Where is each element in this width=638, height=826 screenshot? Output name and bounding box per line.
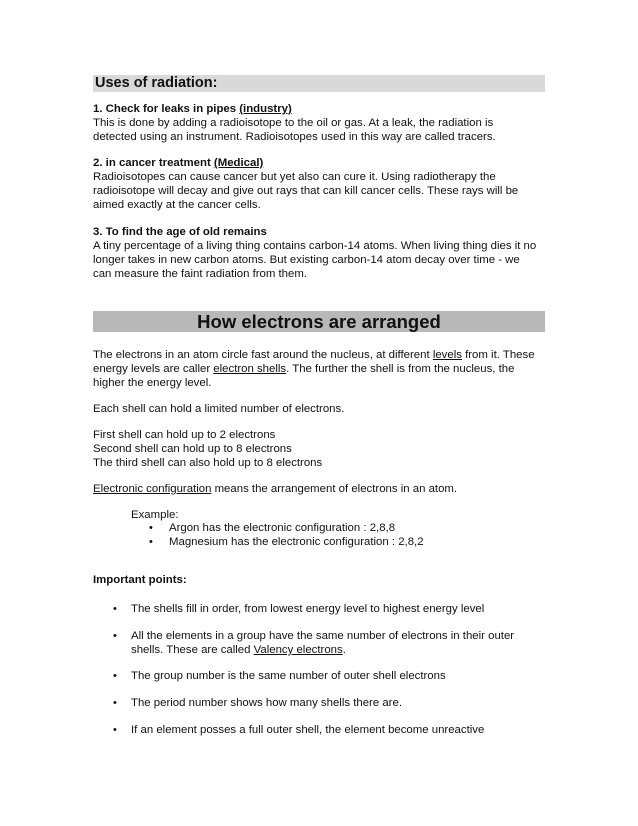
bullet-icon: •	[113, 697, 117, 709]
item-line: aimed exactly at the cancer cells.	[93, 199, 261, 211]
electron-shells-term: electron shells	[213, 363, 287, 375]
intro-line: energy levels are caller electron shells. The further the shell is from the nucleus, the	[93, 363, 515, 375]
bullet-icon: •	[113, 630, 117, 642]
intro-line: higher the energy level.	[93, 377, 212, 389]
bullet-icon: •	[113, 670, 117, 682]
uses-item-age	[93, 225, 546, 281]
example-label: Example:	[131, 509, 179, 521]
electrons-intro	[93, 348, 546, 390]
shell-capacity-list	[93, 428, 546, 470]
bullet-icon: •	[113, 724, 117, 736]
shell-line: Second shell can hold up to 8 electrons	[93, 443, 292, 455]
item-line: This is done by adding a radioisotope to the oil or gas. At a leak, the radiation is	[93, 117, 494, 129]
point-item: • All the elements in a group have the same number of electrons in their outer shells. These are called Valency electrons.	[113, 630, 515, 656]
bullet-icon: •	[149, 522, 153, 534]
item-line: A tiny percentage of a living thing contains carbon-14 atoms. When living thing dies it no	[93, 240, 537, 252]
bullet-icon: •	[149, 536, 153, 548]
bullet-icon: •	[113, 603, 117, 615]
shell-line: The third shell can also hold up to 8 electrons	[93, 457, 323, 469]
uses-heading: Uses of radiation:	[93, 75, 545, 92]
item-line: radioisotope will decay and give out rays that can kill cancer cells. These rays will be	[93, 185, 519, 197]
important-points-heading: Important points:	[93, 574, 187, 586]
shell-limit-text: Each shell can hold a limited number of electrons.	[93, 403, 345, 415]
levels-term: levels	[432, 349, 462, 361]
valency-electrons-term: Valency electrons	[253, 644, 343, 656]
item-title: 3. To find the age of old remains	[93, 226, 267, 238]
item-title: 2. in cancer treatment (Medical)	[93, 157, 264, 169]
item-title: 1. Check for leaks in pipes (industry)	[93, 103, 292, 115]
shell-line: First shell can hold up to 2 electrons	[93, 429, 276, 441]
uses-item-leaks	[93, 102, 546, 144]
item-line: longer takes in new carbon atoms. But existing carbon-14 atom decay over time - we	[93, 254, 520, 266]
intro-line: The electrons in an atom circle fast around the nucleus, at different levels from it. These	[93, 349, 535, 361]
electronic-configuration-term: Electronic configuration	[93, 483, 212, 495]
item-line: can measure the faint radiation from them.	[93, 268, 307, 280]
item-line: Radioisotopes can cause cancer but yet also can cure it. Using radiotherapy the	[93, 171, 496, 183]
electrons-heading: How electrons are arranged	[93, 311, 545, 332]
config-definition: Electronic configuration means the arrangement of electrons in an atom.	[93, 483, 458, 495]
item-line: detected using an instrument. Radioisotopes used in this way are called tracers.	[93, 131, 496, 143]
uses-item-cancer	[93, 156, 546, 212]
document-page: Uses of radiation: 1. Check for leaks in pipes (industry) This is done by adding a radioisotope to the oil or gas. At a leak, the radiation is detected using an instrument. Radioisotopes used in this way are called tracers. 2. in cancer treatment (Medical) Radioisotopes can cause cancer but yet also can cure it. Using radiotherapy the radioisotope will decay and give out rays that can kill cancer cells. These rays will be aimed exactly at the cancer cells. 3. To find the age of old remains A tiny percentage of a living thing contains carbon-14 atoms. When living thing dies it no longer takes in new carbon atoms. But existing carbon-14 atom decay over time - we can measure the faint radiation from them. How electrons are arranged The electrons in an atom circle fast around the nucleus, at different levels from it. These energy levels are caller electron shells. The further the shell is from the nucleus, the higher the energy level. Each shell can hold a limited number of electrons. First shell can hold up to 2 electrons Second shell can hold up to 8 electrons The third shell can also hold up to 8 electrons Electronic configuration means the arrangement of electrons in an atom. Example: • Argon has the electronic configuration : 2,8,8 • Magnesium has the electronic configuration : 2,8,2 Important points: • The shells fill in order, from lowest energy level to highest energy level • All the elements in a group have the same number of electrons in their outer shells. These are called Valency electrons. • The group number is the same number of outer shell electrons • The period number shows how many shells there are. • If an element posses a full outer shell, the element become unreactive	[0, 0, 638, 826]
